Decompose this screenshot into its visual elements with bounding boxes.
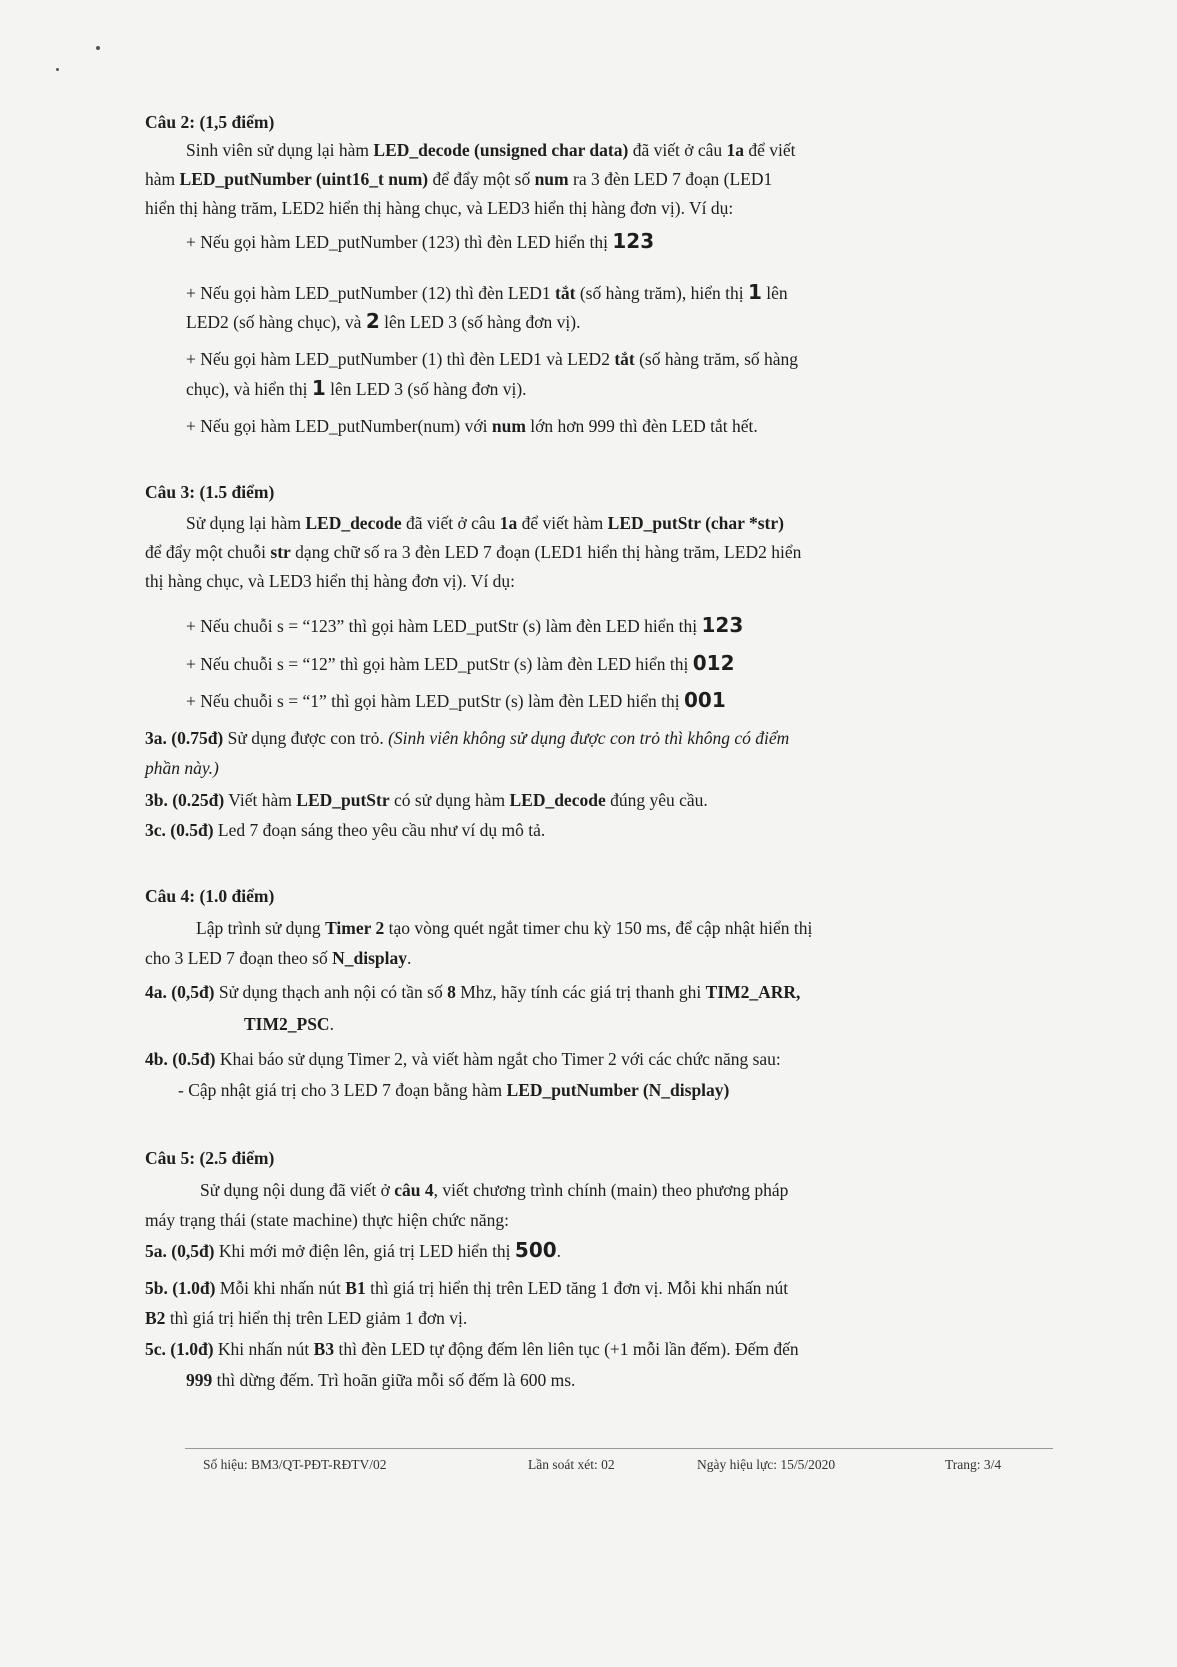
question-3-title: Câu 3: (1.5 điểm) [145, 482, 275, 502]
footer-revision: Lần soát xét: 02 [528, 1457, 615, 1472]
subquestion-4a: 4a. (0,5đ) Sử dụng thạch anh nội có tần số 8 Mhz, hãy tính các giá trị thanh ghi TIM2_ARR, [145, 982, 801, 1002]
question-5-text: Sử dụng nội dung đã viết ở câu 4, viết chương trình chính (main) theo phương pháp [200, 1180, 789, 1200]
example-item: LED2 (số hàng chục), và 2 lên LED 3 (số hàng đơn vị). [186, 309, 581, 333]
subquestion-4a: TIM2_PSC. [244, 1014, 334, 1034]
subquestion-5b: 5b. (1.0đ) Mỗi khi nhấn nút B1 thì giá trị hiển thị trên LED tăng 1 đơn vị. Mỗi khi nhấn nút [145, 1278, 789, 1298]
scan-speck [56, 68, 59, 71]
footer-document-code: Số hiệu: BM3/QT-PĐT-RĐTV/02 [203, 1457, 387, 1472]
question-5-title: Câu 5: (2.5 điểm) [145, 1148, 275, 1168]
subquestion-3a: 3a. (0.75đ) Sử dụng được con trỏ. (Sinh viên không sử dụng được con trỏ thì không có điểm [145, 728, 790, 748]
example-item: + Nếu gọi hàm LED_putNumber (1) thì đèn LED1 và LED2 tắt (số hàng trăm, số hàng [186, 349, 799, 369]
question-2-text: hàm LED_putNumber (uint16_t num) để đẩy một số num ra 3 đèn LED 7 đoạn (LED1 [145, 169, 773, 189]
question-2-title: Câu 2: (1,5 điểm) [145, 112, 275, 132]
footer-page-number: Trang: 3/4 [945, 1457, 1002, 1472]
scan-speck [96, 46, 100, 50]
footer-effective-date: Ngày hiệu lực: 15/5/2020 [697, 1457, 836, 1472]
footer-divider [185, 1448, 1053, 1449]
example-item: + Nếu chuỗi s = “12” thì gọi hàm LED_putStr (s) làm đèn LED hiển thị 012 [186, 651, 735, 675]
question-4-title: Câu 4: (1.0 điểm) [145, 886, 275, 906]
subquestion-3a-note: phần này.) [145, 758, 219, 778]
question-4-text: cho 3 LED 7 đoạn theo số N_display. [145, 948, 412, 968]
subquestion-5b: B2 thì giá trị hiển thị trên LED giảm 1 đơn vị. [145, 1308, 468, 1328]
example-item: + Nếu gọi hàm LED_putNumber (12) thì đèn LED1 tắt (số hàng trăm), hiển thị 1 lên [186, 280, 788, 304]
subquestion-4b-bullet: - Cập nhật giá trị cho 3 LED 7 đoạn bằng hàm LED_putNumber (N_display) [178, 1080, 730, 1100]
subquestion-3c: 3c. (0.5đ) Led 7 đoạn sáng theo yêu cầu như ví dụ mô tả. [145, 820, 546, 840]
question-2-text: Sinh viên sử dụng lại hàm LED_decode (unsigned char data) đã viết ở câu 1a để viết [186, 140, 796, 160]
question-5-text: máy trạng thái (state machine) thực hiện chức năng: [145, 1210, 509, 1230]
question-2-text: hiển thị hàng trăm, LED2 hiển thị hàng chục, và LED3 hiển thị hàng đơn vị). Ví dụ: [145, 198, 734, 218]
example-item: chục), và hiển thị 1 lên LED 3 (số hàng đơn vị). [186, 376, 527, 400]
example-item: + Nếu gọi hàm LED_putNumber (123) thì đèn LED hiển thị 123 [186, 229, 655, 253]
example-item: + Nếu chuỗi s = “123” thì gọi hàm LED_putStr (s) làm đèn LED hiển thị 123 [186, 613, 744, 637]
question-3-text: để đẩy một chuỗi str dạng chữ số ra 3 đèn LED 7 đoạn (LED1 hiển thị hàng trăm, LED2 hiển [145, 542, 802, 562]
question-3-text: thị hàng chục, và LED3 hiển thị hàng đơn vị). Ví dụ: [145, 571, 516, 591]
example-item: + Nếu gọi hàm LED_putNumber(num) với num lớn hơn 999 thì đèn LED tắt hết. [186, 416, 758, 436]
question-4-text: Lập trình sử dụng Timer 2 tạo vòng quét ngắt timer chu kỳ 150 ms, để cập nhật hiển thị [196, 918, 813, 938]
subquestion-4b: 4b. (0.5đ) Khai báo sử dụng Timer 2, và viết hàm ngắt cho Timer 2 với các chức năng sau: [145, 1049, 781, 1069]
example-item: + Nếu chuỗi s = “1” thì gọi hàm LED_putStr (s) làm đèn LED hiển thị 001 [186, 688, 726, 712]
subquestion-3b: 3b. (0.25đ) Viết hàm LED_putStr có sử dụng hàm LED_decode đúng yêu cầu. [145, 790, 708, 810]
question-3-text: Sử dụng lại hàm LED_decode đã viết ở câu 1a để viết hàm LED_putStr (char *str) [186, 513, 784, 533]
subquestion-5c: 5c. (1.0đ) Khi nhấn nút B3 thì đèn LED tự động đếm lên liên tục (+1 mỗi lần đếm). Đếm đến [145, 1339, 799, 1359]
subquestion-5c: 999 thì dừng đếm. Trì hoãn giữa mỗi số đếm là 600 ms. [186, 1370, 576, 1390]
subquestion-5a: 5a. (0,5đ) Khi mới mở điện lên, giá trị LED hiển thị 500. [145, 1238, 562, 1262]
